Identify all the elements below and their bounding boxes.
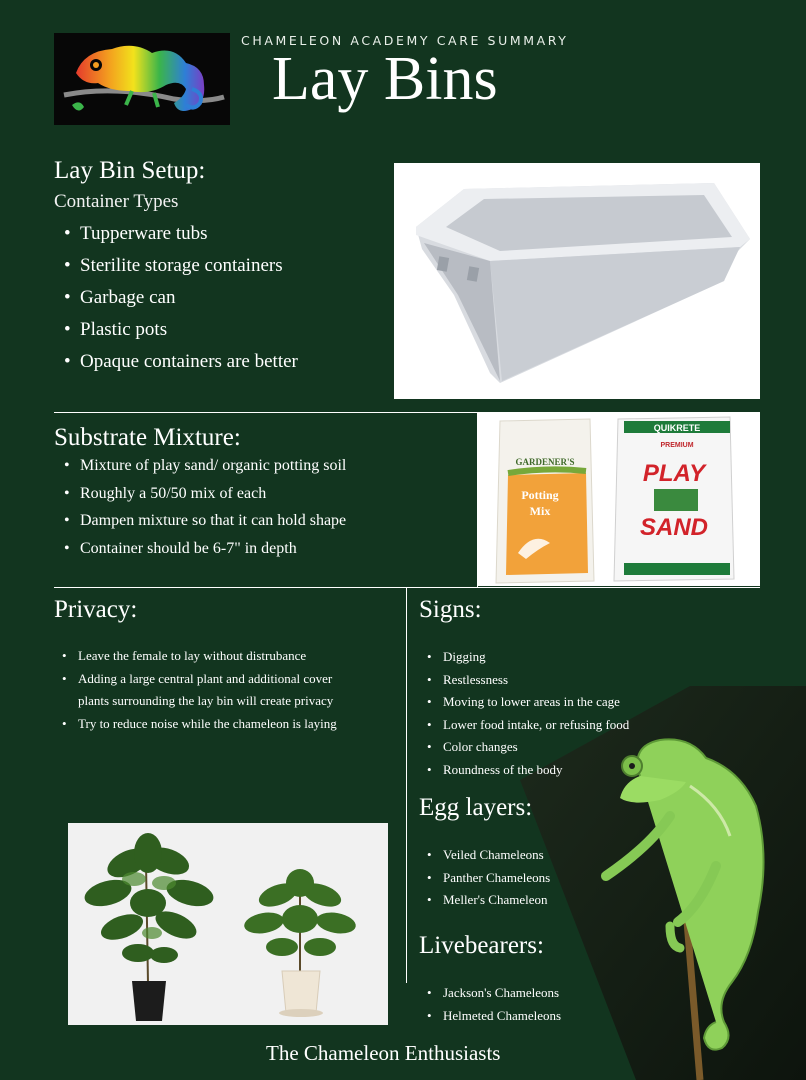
list-item: • Restlessness xyxy=(427,669,687,692)
footer-credit: The Chameleon Enthusiasts xyxy=(266,1041,501,1065)
substrate-list xyxy=(64,452,474,562)
list-item: • Meller's Chameleon xyxy=(427,889,647,912)
list-item: • Try to reduce noise while the chameleon is laying xyxy=(62,713,342,736)
sand-bag-brand: QUIKRETE xyxy=(653,423,701,433)
list-item: • Color changes xyxy=(427,736,687,759)
list-item: • Veiled Chameleons xyxy=(427,844,647,867)
list-item: • Container should be 6-7" in depth xyxy=(64,535,474,563)
livebearers-heading: Livebearers: xyxy=(419,932,544,959)
list-item: • Leave the female to lay without distrubance xyxy=(62,645,342,668)
list-item: • Jackson's Chameleons xyxy=(427,982,647,1005)
egg-layers-list xyxy=(427,844,647,912)
header-kicker: CHAMELEON ACADEMY CARE SUMMARY xyxy=(241,33,569,48)
potting-bag-label-1: Potting xyxy=(521,488,559,502)
livebearers-list xyxy=(427,982,647,1027)
list-item: • Lower food intake, or refusing food xyxy=(427,714,687,737)
sand-bag-label-1: PLAY xyxy=(642,460,706,487)
list-item: • Panther Chameleons xyxy=(427,867,647,890)
list-item: • Plastic pots xyxy=(64,314,384,346)
list-item: • Digging xyxy=(427,646,687,669)
potting-bag-label-2: Mix xyxy=(529,504,551,518)
signs-heading: Signs: xyxy=(419,596,482,623)
section-divider xyxy=(406,588,407,983)
list-item: • Opaque containers are better xyxy=(64,346,384,378)
list-item: • Helmeted Chameleons xyxy=(427,1005,647,1028)
list-item: • Roughly a 50/50 mix of each xyxy=(64,480,474,508)
potting-bag-brand: GARDENER'S xyxy=(515,457,575,467)
list-item: • Adding a large central plant and additional cover plants surrounding the lay bin will create privacy xyxy=(62,668,342,713)
list-item: • Roundness of the body xyxy=(427,759,687,782)
sand-bag-label-top: PREMIUM xyxy=(660,442,694,449)
list-item: • Moving to lower areas in the cage xyxy=(427,691,687,714)
chameleon-academy-logo xyxy=(54,33,230,125)
sand-bag-label-2: SAND xyxy=(639,514,709,541)
page-title: Lay Bins xyxy=(272,45,498,113)
list-item: • Dampen mixture so that it can hold shape xyxy=(64,507,474,535)
substrate-bags-image xyxy=(478,413,760,586)
signs-list xyxy=(427,646,687,782)
list-item: • Garbage can xyxy=(64,282,384,314)
privacy-list xyxy=(62,645,342,735)
privacy-heading: Privacy: xyxy=(54,596,138,623)
substrate-heading: Substrate Mixture: xyxy=(54,424,241,451)
container-types-list xyxy=(64,218,384,378)
list-item: • Mixture of play sand/ organic potting soil xyxy=(64,452,474,480)
egg-layers-heading: Egg layers: xyxy=(419,794,533,821)
privacy-plants-image xyxy=(68,823,388,1025)
section-divider xyxy=(54,587,760,588)
setup-subheading: Container Types xyxy=(54,191,179,212)
list-item: • Tupperware tubs xyxy=(64,218,384,250)
setup-heading: Lay Bin Setup: xyxy=(54,157,206,184)
list-item: • Sterilite storage containers xyxy=(64,250,384,282)
storage-tub-image xyxy=(394,163,760,399)
